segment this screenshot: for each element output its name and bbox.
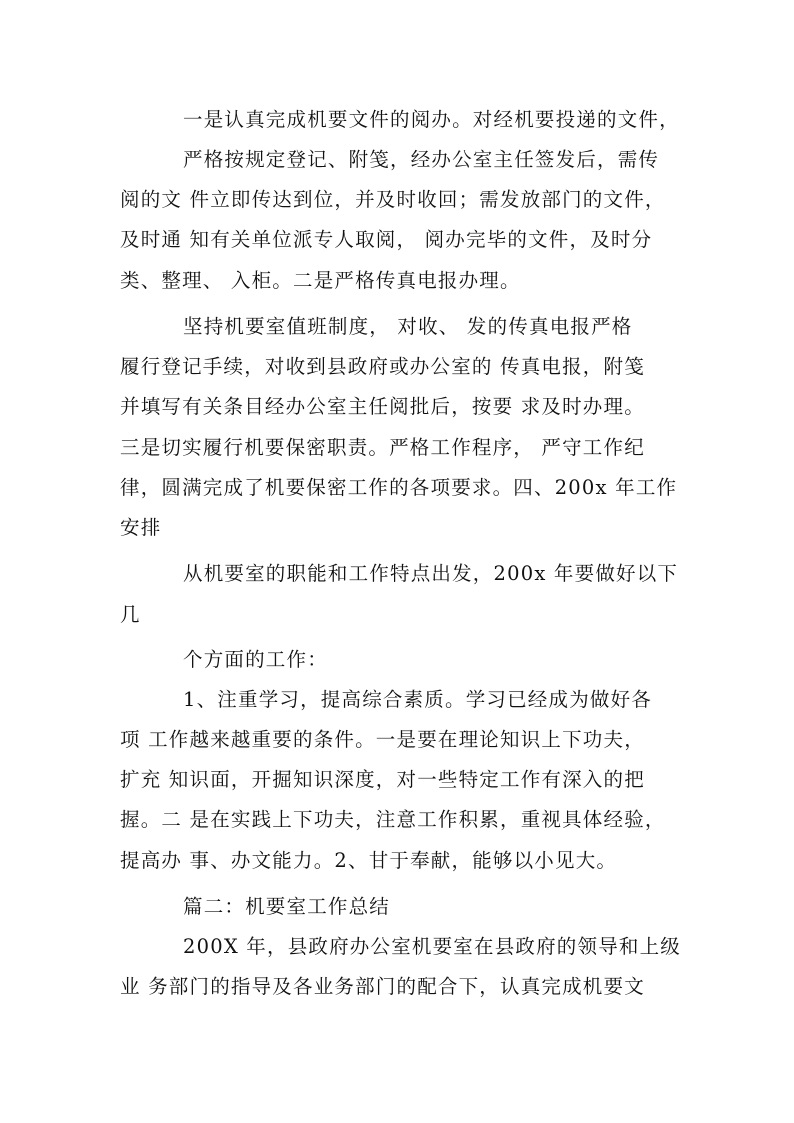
text-line: 安排 — [120, 516, 162, 539]
text-line: 严格按规定登记、附笺，经办公室主任签发后，需传 — [183, 148, 660, 171]
text-line: 项 工作越来越重要的条件。一是要在理论知识上下功夫， — [120, 728, 645, 751]
text-line: 业 务部门的指导及各业务部门的配合下，认真完成机要文 — [120, 975, 645, 998]
text-line: 1、注重学习，提高综合素质。学习已经成为做好各 — [183, 688, 653, 711]
text-line: 提高办 事、办文能力。2、甘于奉献，能够以小见大。 — [120, 849, 618, 872]
text-line: 一是认真完成机要文件的阅办。对经机要投递的文件， — [183, 108, 680, 131]
text-line: 几 — [120, 603, 141, 626]
text-line: 三是切实履行机要保密职责。严格工作程序， 严守工作纪 — [120, 436, 645, 459]
text-line: 阅的文 件立即传达到位，并及时收回；需发放部门的文件， — [120, 188, 666, 211]
text-line: 及时通 知有关单位派专人取阅， 阅办完毕的文件，及时分 — [120, 228, 653, 251]
section-heading: 篇二：机要室工作总结 — [183, 895, 391, 918]
text-line: 握。二 是在实践上下功夫，注意工作积累，重视具体经验， — [120, 808, 666, 831]
text-line: 扩充 知识面，开掘知识深度，对一些特定工作有深入的把 — [120, 768, 645, 791]
text-line: 坚持机要室值班制度， 对收、 发的传真电报严格 — [183, 315, 633, 338]
text-line: 律，圆满完成了机要保密工作的各项要求。四、200x 年工作 — [120, 476, 678, 499]
text-line: 履行登记手续，对收到县政府或办公室的 传真电报，附笺 — [120, 355, 645, 378]
text-line: 个方面的工作： — [183, 648, 328, 671]
text-line: 并填写有关条目经办公室主任阅批后，按要 求及时办理。 — [120, 395, 645, 418]
text-line: 类、整理、 入柜。二是严格传真电报办理。 — [120, 269, 521, 292]
text-line: 200X 年，县政府办公室机要室在县政府的领导和上级 — [183, 935, 682, 958]
text-line: 从机要室的职能和工作特点出发，200x 年要做好以下 — [183, 562, 679, 585]
